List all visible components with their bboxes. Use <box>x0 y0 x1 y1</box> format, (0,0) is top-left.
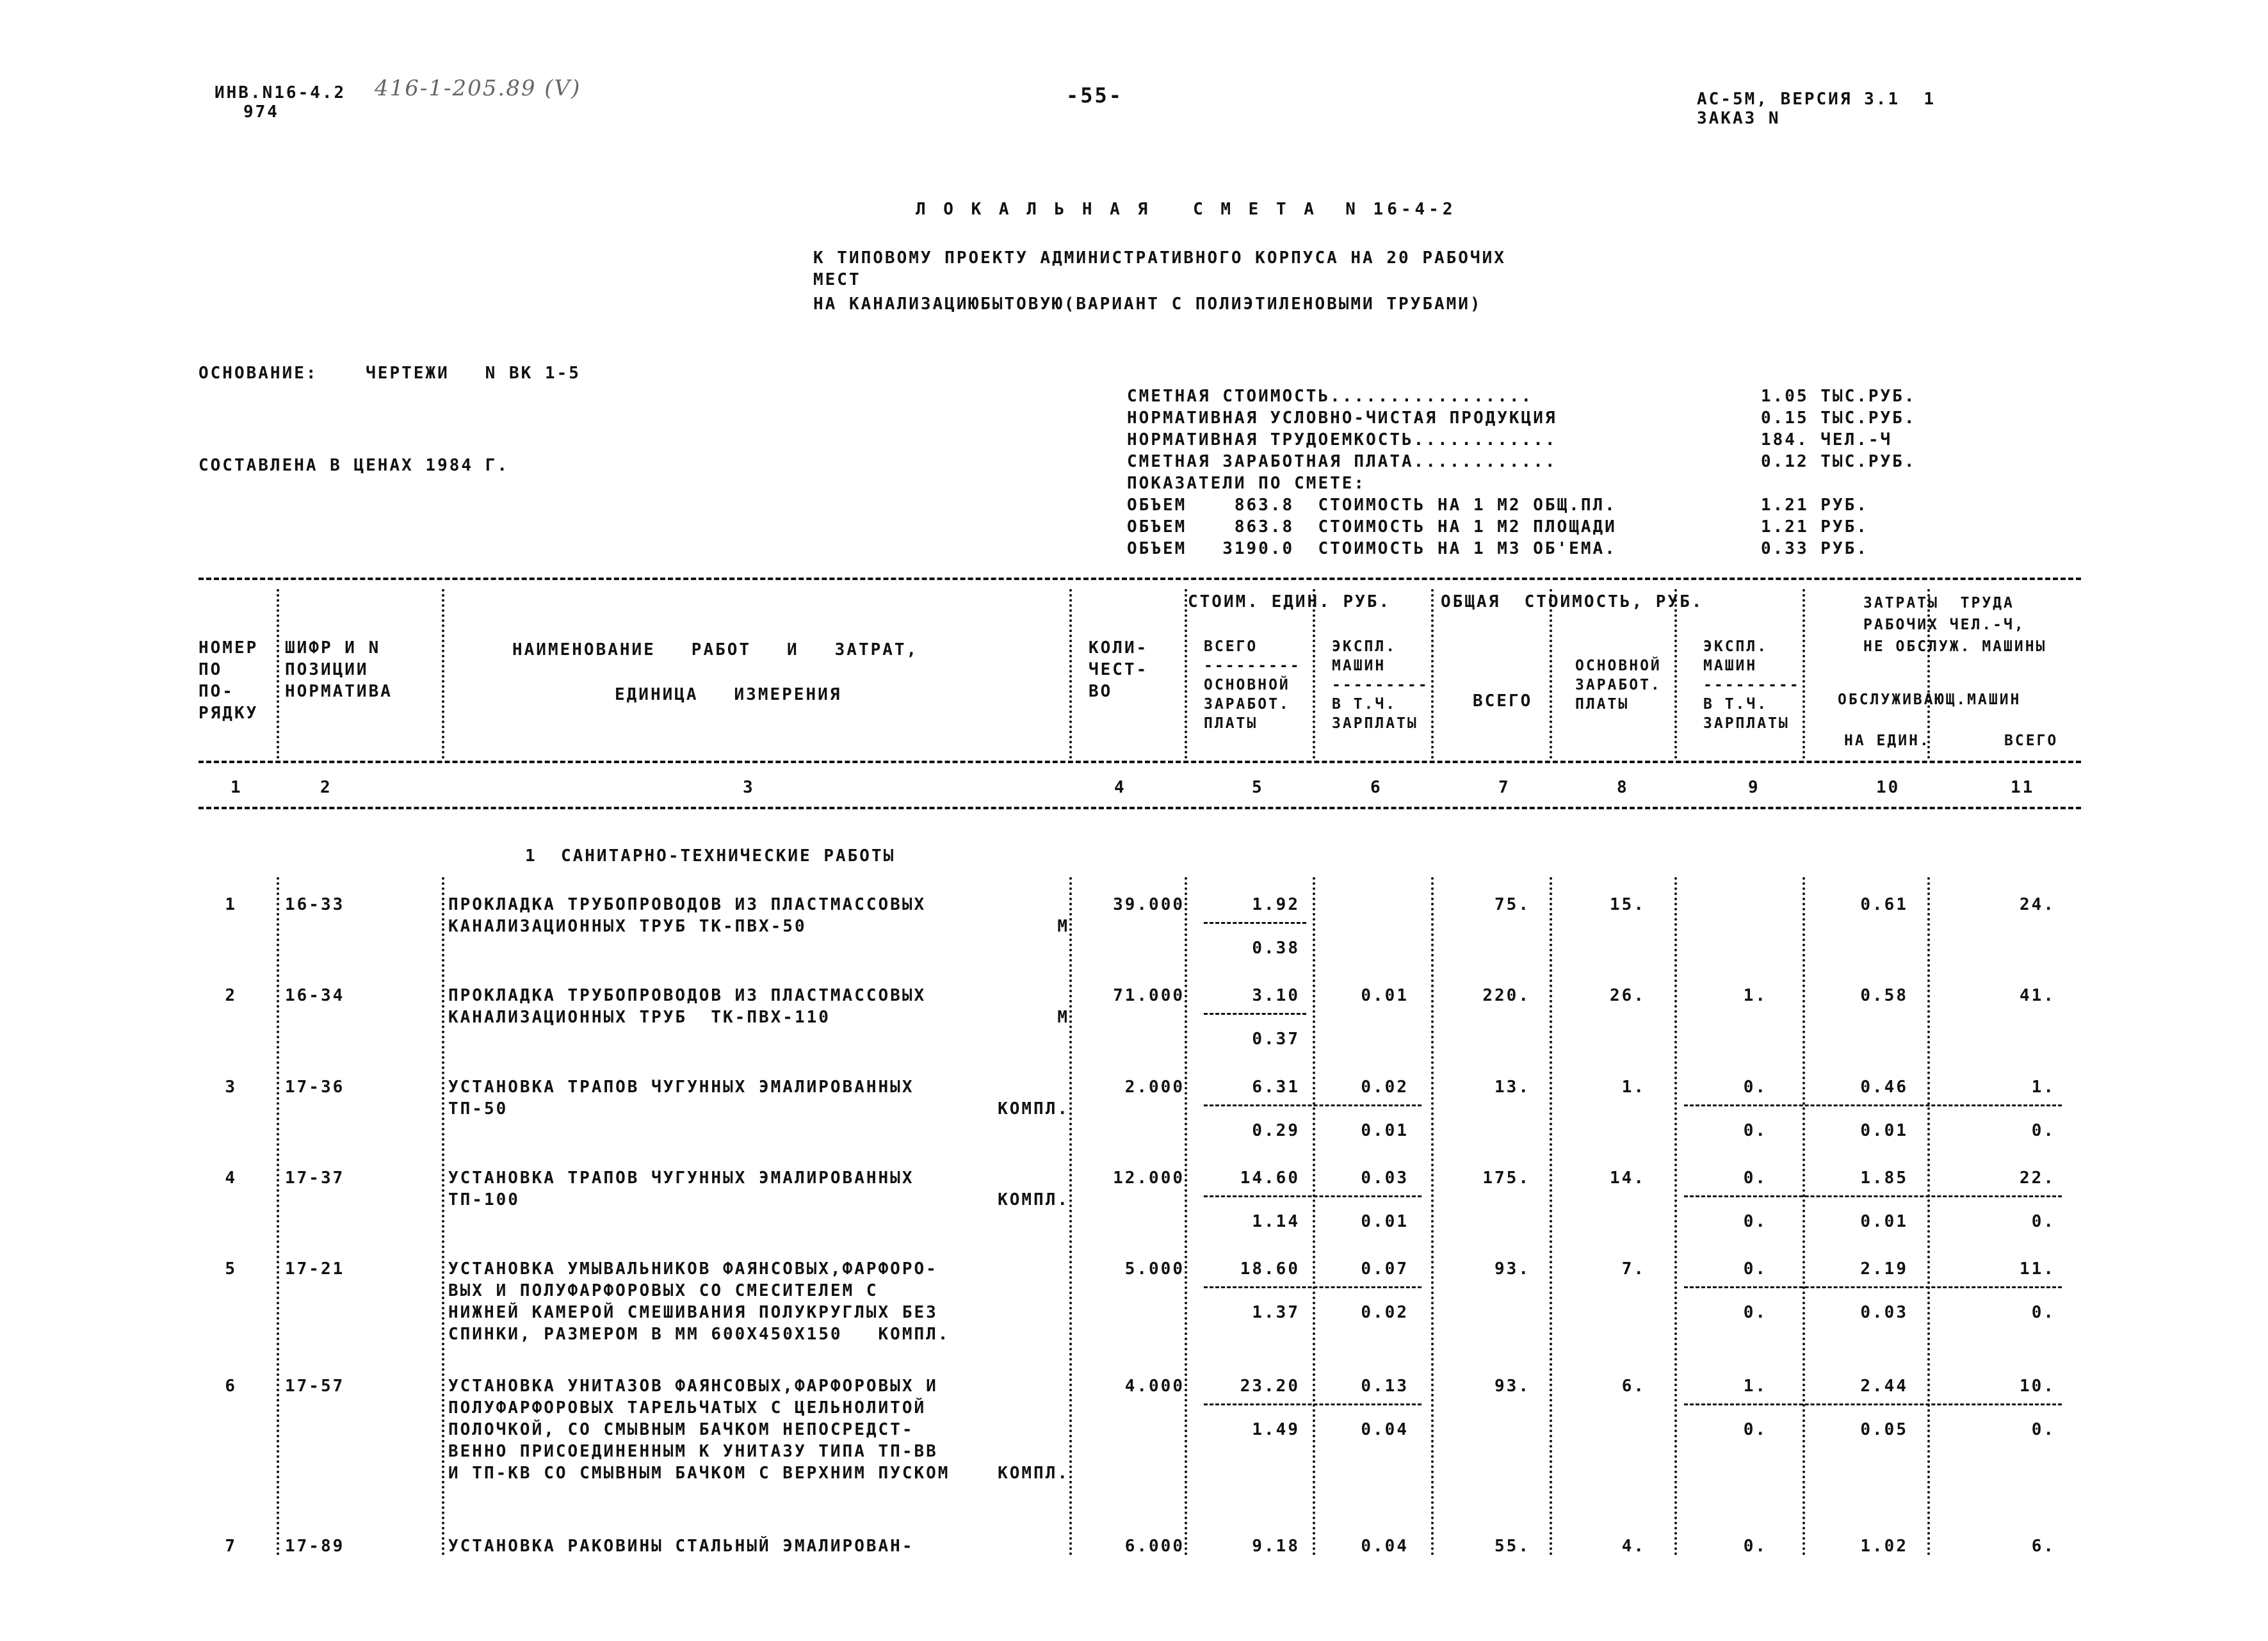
total-wages: 1. <box>1621 1078 1646 1097</box>
row-number: 3 <box>225 1078 237 1097</box>
total-cost: 175. <box>1482 1168 1530 1188</box>
column-number: 10 <box>1876 778 1900 797</box>
cell-separator <box>1684 1195 2062 1197</box>
work-name-line: УСТАНОВКА РАКОВИНЫ СТАЛЬНЫЙ ЭМАЛИРОВАН- <box>448 1537 914 1556</box>
column-divider <box>1927 877 1930 1556</box>
work-name-line: УСТАНОВКА УНИТАЗОВ ФАЯНСОВЫХ,ФАРФОРОВЫХ И <box>448 1377 938 1396</box>
work-name-line: УСТАНОВКА ТРАПОВ ЧУГУННЫХ ЭМАЛИРОВАННЫХ <box>448 1168 914 1188</box>
total-cost: 55. <box>1494 1537 1530 1556</box>
quantity: 39.000 <box>1113 895 1185 914</box>
unit-of-measure: КОМПЛ. <box>998 1099 1069 1119</box>
summary-label: ОБЪЕМ 863.8 СТОИМОСТЬ НА 1 М2 ПЛОЩАДИ <box>1127 517 1617 537</box>
total-machine-wages: 0. <box>1743 1420 1767 1439</box>
labour-per-unit: 2.44 <box>1860 1377 1908 1396</box>
work-name-line: УСТАНОВКА ТРАПОВ ЧУГУННЫХ ЭМАЛИРОВАННЫХ <box>448 1078 914 1097</box>
unit-machine-cost: 0.02 <box>1361 1078 1409 1097</box>
unit-machine-cost: 0.13 <box>1361 1377 1409 1396</box>
work-name-line: ПРОКЛАДКА ТРУБОПРОВОДОВ ИЗ ПЛАСТМАССОВЫХ <box>448 895 927 914</box>
unit-cost-wages: 0.29 <box>1252 1121 1300 1140</box>
cell-separator <box>1684 1403 2062 1405</box>
unit-of-measure: КОМПЛ. <box>998 1464 1069 1483</box>
total-wages: 6. <box>1621 1377 1646 1396</box>
total-machine-cost: 0. <box>1743 1168 1767 1188</box>
inventory-number: ИНВ.N16-4.2 <box>215 83 346 102</box>
title-line-3: НА КАНАЛИЗАЦИЮБЫТОВУЮ(ВАРИАНТ С ПОЛИЭТИЛЕНОВЫМИ ТРУБАМИ) <box>813 295 1482 314</box>
labour-machine-total: 0. <box>2031 1303 2055 1322</box>
summary-value: 0.15 ТЫС.РУБ. <box>1761 408 1916 428</box>
unit-of-measure: М <box>1057 1008 1069 1027</box>
total-machine-cost: 1. <box>1743 986 1767 1005</box>
cell-separator <box>1204 1013 1306 1015</box>
work-name-line: ВЫХ И ПОЛУФАРФОРОВЫХ СО СМЕСИТЕЛЕМ С <box>448 1281 879 1300</box>
unit-cost-wages: 1.14 <box>1252 1212 1300 1231</box>
inventory-number-line2: 974 <box>243 102 279 122</box>
summary-label: ОБЪЕМ 863.8 СТОИМОСТЬ НА 1 М2 ОБЩ.ПЛ. <box>1127 496 1617 515</box>
unit-machine-cost: 0.07 <box>1361 1259 1409 1279</box>
column-number: 7 <box>1498 778 1511 797</box>
total-wages: 14. <box>1610 1168 1646 1188</box>
summary-value: 1.05 ТЫС.РУБ. <box>1761 387 1916 406</box>
header-quantity: КОЛИ- ЧЕСТ- ВО <box>1089 638 1149 701</box>
column-divider <box>1927 589 1930 759</box>
norm-code: 17-36 <box>285 1078 345 1097</box>
labour-machine-per-unit: 0.01 <box>1860 1121 1908 1140</box>
labour-total: 6. <box>2031 1537 2055 1556</box>
unit-machine-cost: 0.01 <box>1361 986 1409 1005</box>
section-heading: 1 САНИТАРНО-ТЕХНИЧЕСКИЕ РАБОТЫ <box>525 846 896 866</box>
column-divider <box>1802 589 1805 759</box>
column-divider <box>277 877 279 1556</box>
header-col6: ЭКСПЛ. МАШИН --------- В Т.Ч. ЗАРПЛАТЫ <box>1332 638 1429 732</box>
column-number: 9 <box>1748 778 1760 797</box>
quantity: 5.000 <box>1124 1259 1185 1279</box>
page-number: -55- <box>1066 83 1124 108</box>
norm-code: 17-89 <box>285 1537 345 1556</box>
summary-label: СМЕТНАЯ ЗАРАБОТНАЯ ПЛАТА............ <box>1127 452 1557 471</box>
column-number-rule <box>198 807 2081 809</box>
unit-cost-wages: 0.38 <box>1252 939 1300 958</box>
row-number: 7 <box>225 1537 237 1556</box>
column-number: 1 <box>231 778 243 797</box>
row-number: 5 <box>225 1259 237 1279</box>
labour-total: 11. <box>2020 1259 2055 1279</box>
total-machine-cost: 1. <box>1743 1377 1767 1396</box>
header-col7: ВСЕГО <box>1473 691 1533 711</box>
labour-total: 41. <box>2020 986 2055 1005</box>
software-version: АС-5М, ВЕРСИЯ 3.1 1 <box>1697 90 1936 109</box>
norm-code: 17-21 <box>285 1259 345 1279</box>
work-name-line: СПИНКИ, РАЗМЕРОМ В ММ 600Х450Х150 КОМПЛ. <box>448 1325 950 1344</box>
table-top-rule <box>198 578 2081 580</box>
quantity: 6.000 <box>1124 1537 1185 1556</box>
column-divider <box>1550 589 1552 759</box>
total-machine-wages: 0. <box>1743 1121 1767 1140</box>
unit-cost-total: 1.92 <box>1252 895 1300 914</box>
price-basis-line: СОСТАВЛЕНА В ЦЕНАХ 1984 Г. <box>198 456 509 475</box>
labour-machine-total: 0. <box>2031 1121 2055 1140</box>
labour-total: 22. <box>2020 1168 2055 1188</box>
basis-line: ОСНОВАНИЕ: ЧЕРТЕЖИ N ВК 1-5 <box>198 364 581 383</box>
labour-machine-per-unit: 0.01 <box>1860 1212 1908 1231</box>
unit-cost-total: 23.20 <box>1240 1377 1300 1396</box>
header-work-name: НАИМЕНОВАНИЕ РАБОТ И ЗАТРАТ, <box>512 640 919 659</box>
total-wages: 4. <box>1621 1537 1646 1556</box>
summary-label: ПОКАЗАТЕЛИ ПО СМЕТЕ: <box>1127 474 1366 493</box>
work-name-line: ПРОКЛАДКА ТРУБОПРОВОДОВ ИЗ ПЛАСТМАССОВЫХ <box>448 986 927 1005</box>
column-divider <box>277 589 279 759</box>
unit-cost-wages: 1.49 <box>1252 1420 1300 1439</box>
total-machine-cost: 0. <box>1743 1537 1767 1556</box>
title-line-1: К ТИПОВОМУ ПРОЕКТУ АДМИНИСТРАТИВНОГО КОРПУСА НА 20 РАБОЧИХ <box>813 248 1506 268</box>
unit-machine-cost: 0.04 <box>1361 1537 1409 1556</box>
unit-of-measure: КОМПЛ. <box>998 1190 1069 1209</box>
row-number: 6 <box>225 1377 237 1396</box>
header-col10: НА ЕДИН. <box>1844 732 1931 749</box>
column-divider <box>1069 877 1072 1556</box>
header-labour-machines: ОБСЛУЖИВАЮЩ.МАШИН <box>1838 691 2021 708</box>
order-number: ЗАКАЗ N <box>1697 109 1781 128</box>
summary-value: 0.33 РУБ. <box>1761 539 1868 558</box>
summary-label: ОБЪЕМ 3190.0 СТОИМОСТЬ НА 1 М3 ОБ'ЕМА. <box>1127 539 1617 558</box>
column-divider <box>1550 877 1552 1556</box>
column-divider <box>1802 877 1805 1556</box>
header-labour: ЗАТРАТЫ ТРУДА РАБОЧИХ ЧЕЛ.-Ч, НЕ ОБСЛУЖ. МАШИНЫ <box>1863 595 2047 655</box>
summary-value: 1.21 РУБ. <box>1761 496 1868 515</box>
work-name-line: КАНАЛИЗАЦИОННЫХ ТРУБ ТК-ПВХ-50 <box>448 917 807 936</box>
summary-label: НОРМАТИВНАЯ ТРУДОЕМКОСТЬ............ <box>1127 430 1557 449</box>
column-divider <box>1431 589 1434 759</box>
cell-separator <box>1684 1286 2062 1288</box>
column-number: 5 <box>1252 778 1264 797</box>
column-divider <box>442 877 444 1556</box>
total-cost: 93. <box>1494 1377 1530 1396</box>
column-number: 2 <box>320 778 332 797</box>
header-bottom-rule <box>198 761 2081 763</box>
unit-machine-wages: 0.04 <box>1361 1420 1409 1439</box>
header-col5: ВСЕГО --------- ОСНОВНОЙ ЗАРАБОТ. ПЛАТЫ <box>1204 638 1301 732</box>
summary-label: СМЕТНАЯ СТОИМОСТЬ................. <box>1127 387 1534 406</box>
labour-per-unit: 0.46 <box>1860 1078 1908 1097</box>
unit-cost-total: 18.60 <box>1240 1259 1300 1279</box>
row-number: 4 <box>225 1168 237 1188</box>
column-number: 4 <box>1114 778 1126 797</box>
labour-per-unit: 0.58 <box>1860 986 1908 1005</box>
labour-machine-per-unit: 0.03 <box>1860 1303 1908 1322</box>
summary-value: 0.12 ТЫС.РУБ. <box>1761 452 1916 471</box>
column-number: 11 <box>2011 778 2035 797</box>
work-name-line: ТП-50 <box>448 1099 508 1119</box>
labour-total: 10. <box>2020 1377 2055 1396</box>
summary-label: НОРМАТИВНАЯ УСЛОВНО-ЧИСТАЯ ПРОДУКЦИЯ <box>1127 408 1557 428</box>
column-divider <box>1185 589 1187 759</box>
cell-separator <box>1684 1104 2062 1106</box>
total-wages: 7. <box>1621 1259 1646 1279</box>
handwritten-project-code: 416-1-205.89 (V) <box>375 76 581 101</box>
column-divider <box>1069 589 1072 759</box>
unit-cost-wages: 0.37 <box>1252 1030 1300 1049</box>
header-total-cost: ОБЩАЯ СТОИМОСТЬ, РУБ. <box>1441 592 1704 611</box>
total-machine-cost: 0. <box>1743 1078 1767 1097</box>
header-unit: ЕДИНИЦА ИЗМЕРЕНИЯ <box>615 685 842 704</box>
header-col9: ЭКСПЛ. МАШИН --------- В Т.Ч. ЗАРПЛАТЫ <box>1703 638 1801 732</box>
quantity: 4.000 <box>1124 1377 1185 1396</box>
total-wages: 26. <box>1610 986 1646 1005</box>
unit-cost-total: 14.60 <box>1240 1168 1300 1188</box>
header-col11: ВСЕГО <box>2004 732 2059 749</box>
work-name-line: И ТП-КВ СО СМЫВНЫМ БАЧКОМ С ВЕРХНИМ ПУСКОМ <box>448 1464 950 1483</box>
unit-of-measure: М <box>1057 917 1069 936</box>
work-name-line: ВЕННО ПРИСОЕДИНЕННЫМ К УНИТАЗУ ТИПА ТП-ВВ <box>448 1442 938 1461</box>
column-number: 3 <box>743 778 755 797</box>
norm-code: 17-57 <box>285 1377 345 1396</box>
total-cost: 220. <box>1482 986 1530 1005</box>
total-machine-wages: 0. <box>1743 1303 1767 1322</box>
total-machine-wages: 0. <box>1743 1212 1767 1231</box>
title-line-2: МЕСТ <box>813 270 861 289</box>
unit-machine-wages: 0.02 <box>1361 1303 1409 1322</box>
total-wages: 15. <box>1610 895 1646 914</box>
labour-per-unit: 1.02 <box>1860 1537 1908 1556</box>
column-number: 8 <box>1617 778 1629 797</box>
work-name-line: ПОЛОЧКОЙ, СО СМЫВНЫМ БАЧКОМ НЕПОСРЕДСТ- <box>448 1420 914 1439</box>
labour-total: 24. <box>2020 895 2055 914</box>
unit-cost-total: 3.10 <box>1252 986 1300 1005</box>
column-divider <box>1185 877 1187 1556</box>
quantity: 71.000 <box>1113 986 1185 1005</box>
unit-cost-total: 6.31 <box>1252 1078 1300 1097</box>
labour-machine-total: 0. <box>2031 1212 2055 1231</box>
column-divider <box>1674 589 1677 759</box>
unit-machine-cost: 0.03 <box>1361 1168 1409 1188</box>
unit-cost-total: 9.18 <box>1252 1537 1300 1556</box>
norm-code: 17-37 <box>285 1168 345 1188</box>
column-divider <box>1674 877 1677 1556</box>
column-divider <box>1313 589 1315 759</box>
quantity: 12.000 <box>1113 1168 1185 1188</box>
header-unit-cost: СТОИМ. ЕДИН. РУБ. <box>1188 592 1391 611</box>
total-machine-cost: 0. <box>1743 1259 1767 1279</box>
norm-code: 16-33 <box>285 895 345 914</box>
quantity: 2.000 <box>1124 1078 1185 1097</box>
work-name-line: НИЖНЕЙ КАМЕРОЙ СМЕШИВАНИЯ ПОЛУКРУГЛЫХ БЕЗ <box>448 1303 938 1322</box>
norm-code: 16-34 <box>285 986 345 1005</box>
column-divider <box>442 589 444 759</box>
document-title: Л О К А Л Ь Н А Я С М Е Т А N 16-4-2 <box>916 200 1457 219</box>
column-divider <box>1313 877 1315 1556</box>
total-cost: 93. <box>1494 1259 1530 1279</box>
row-number: 1 <box>225 895 237 914</box>
total-cost: 13. <box>1494 1078 1530 1097</box>
header-col8: ОСНОВНОЙ ЗАРАБОТ. ПЛАТЫ <box>1575 658 1662 713</box>
total-cost: 75. <box>1494 895 1530 914</box>
work-name-line: КАНАЛИЗАЦИОННЫХ ТРУБ ТК-ПВХ-110 <box>448 1008 830 1027</box>
labour-total: 1. <box>2031 1078 2055 1097</box>
work-name-line: ТП-100 <box>448 1190 520 1209</box>
labour-per-unit: 1.85 <box>1860 1168 1908 1188</box>
header-row-number: НОМЕР ПО ПО- РЯДКУ <box>198 638 259 723</box>
unit-machine-wages: 0.01 <box>1361 1212 1409 1231</box>
unit-machine-wages: 0.01 <box>1361 1121 1409 1140</box>
labour-machine-per-unit: 0.05 <box>1860 1420 1908 1439</box>
row-number: 2 <box>225 986 237 1005</box>
work-name-line: УСТАНОВКА УМЫВАЛЬНИКОВ ФАЯНСОВЫХ,ФАРФОРО- <box>448 1259 938 1279</box>
cell-separator <box>1204 922 1306 924</box>
header-norm-code: ШИФР И N ПОЗИЦИИ НОРМАТИВА <box>285 638 393 701</box>
column-divider <box>1431 877 1434 1556</box>
labour-machine-total: 0. <box>2031 1420 2055 1439</box>
labour-per-unit: 0.61 <box>1860 895 1908 914</box>
summary-value: 1.21 РУБ. <box>1761 517 1868 537</box>
unit-cost-wages: 1.37 <box>1252 1303 1300 1322</box>
labour-per-unit: 2.19 <box>1860 1259 1908 1279</box>
column-number: 6 <box>1370 778 1382 797</box>
work-name-line: ПОЛУФАРФОРОВЫХ ТАРЕЛЬЧАТЫХ С ЦЕЛЬНОЛИТОЙ <box>448 1398 927 1418</box>
summary-value: 184. ЧЕЛ.-Ч <box>1761 430 1893 449</box>
